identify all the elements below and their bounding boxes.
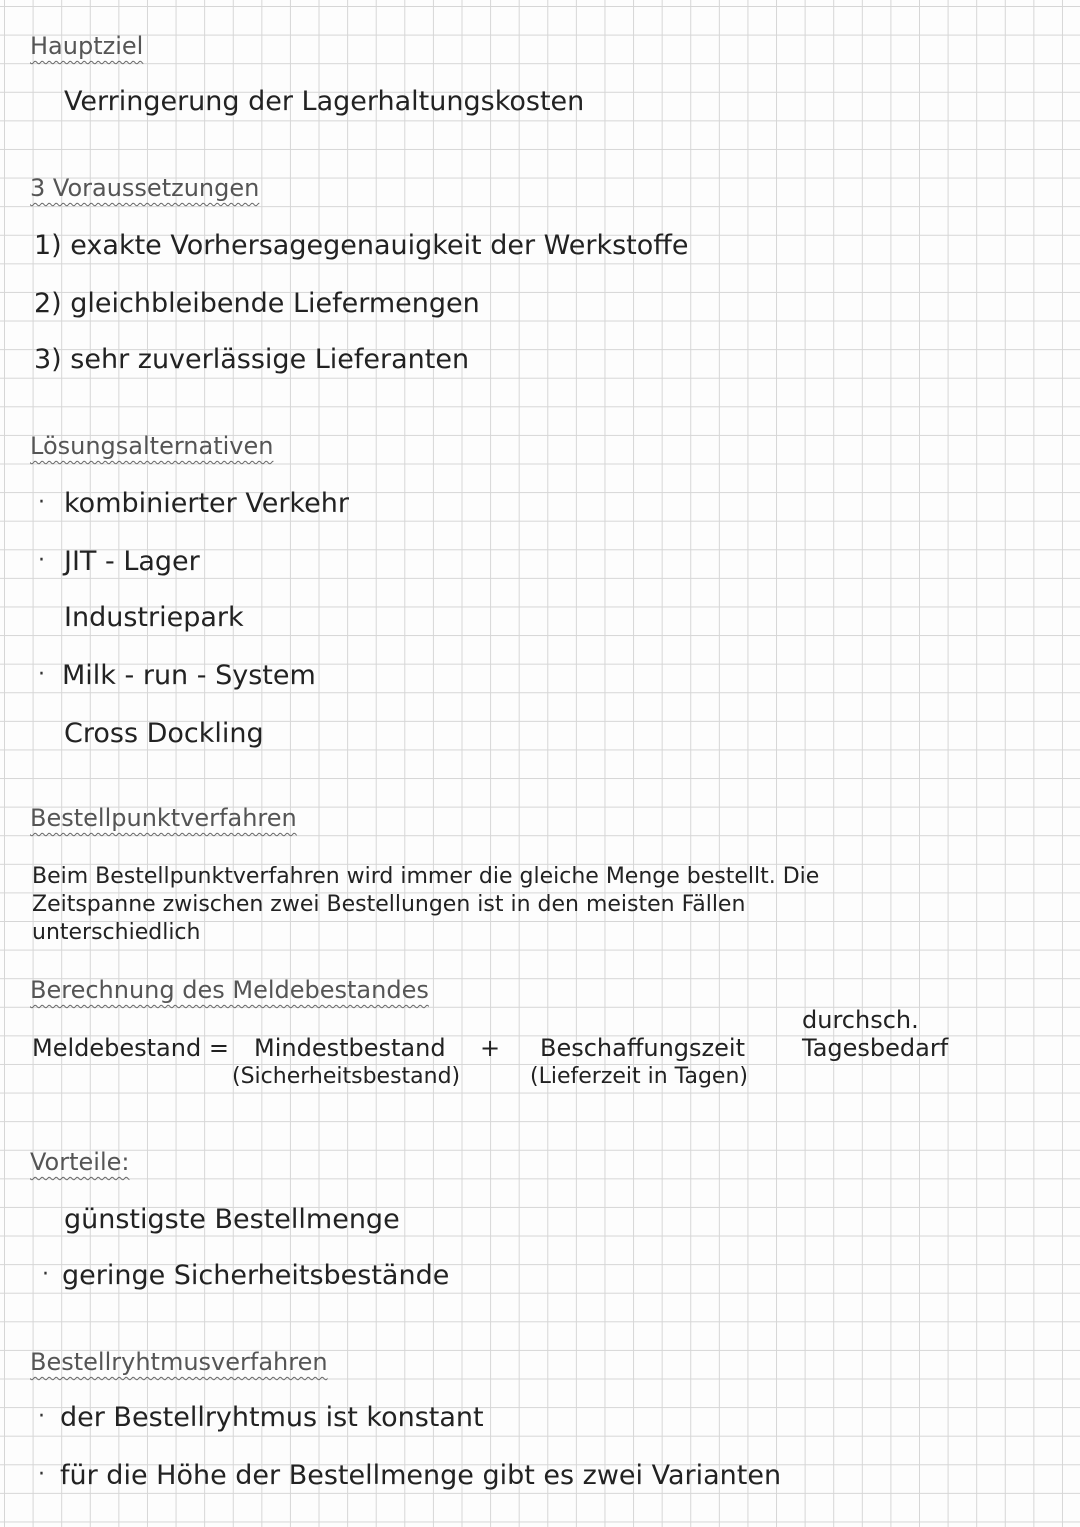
hauptziel-text: Verringerung der Lagerhaltungskosten <box>64 86 585 117</box>
rhythmus-item-1: der Bestellryhtmus ist konstant <box>60 1402 484 1433</box>
voraussetzung-item-3: 3) sehr zuverlässige Lieferanten <box>34 344 470 375</box>
bestellrhythmusverfahren-heading: Bestellryhtmusverfahren <box>30 1348 328 1376</box>
formula-term-tagesbedarf: Tagesbedarf <box>802 1034 949 1062</box>
bullet-icon: · <box>42 1262 49 1287</box>
bestellpunktverfahren-heading: Bestellpunktverfahren <box>30 804 297 832</box>
formula-term-beschaffungszeit: Beschaffungszeit <box>540 1034 745 1062</box>
loesung-item-5: Cross Dockling <box>64 718 264 749</box>
loesungsalternativen-heading: Lösungsalternativen <box>30 432 274 460</box>
formula-lhs: Meldebestand = <box>32 1034 229 1062</box>
loesung-item-3: Industriepark <box>64 602 244 633</box>
bullet-icon: · <box>38 1404 45 1429</box>
paragraph-line-3: unterschiedlich <box>32 920 201 945</box>
formula-term-mindestbestand: Mindestbestand <box>254 1034 446 1062</box>
bullet-icon: · <box>38 490 45 515</box>
paragraph-line-1: Beim Bestellpunktverfahren wird immer die gleiche Menge bestellt. Die <box>32 864 820 889</box>
paragraph-line-2: Zeitspanne zwischen zwei Bestellungen ist in den meisten Fällen <box>32 892 746 917</box>
voraussetzung-item-2: 2) gleichbleibende Liefermengen <box>34 288 480 319</box>
loesung-item-1: kombinierter Verkehr <box>64 488 349 519</box>
vorteile-heading: Vorteile: <box>30 1148 130 1176</box>
loesung-item-4: Milk - run - System <box>62 660 316 691</box>
formula-term-durchsch: durchsch. <box>802 1006 919 1034</box>
voraussetzungen-heading: 3 Voraussetzungen <box>30 174 260 202</box>
vorteil-item-2: geringe Sicherheitsbestände <box>62 1260 450 1291</box>
hauptziel-heading: Hauptziel <box>30 32 144 60</box>
formula-note-lieferzeit: (Lieferzeit in Tagen) <box>530 1064 748 1089</box>
vorteil-item-1: günstigste Bestellmenge <box>64 1204 400 1235</box>
meldebestand-heading: Berechnung des Meldebestandes <box>30 976 429 1004</box>
voraussetzung-item-1: 1) exakte Vorhersagegenauigkeit der Werkstoffe <box>34 230 689 261</box>
formula-plus: + <box>480 1034 501 1062</box>
formula-note-sicherheitsbestand: (Sicherheitsbestand) <box>232 1064 461 1089</box>
bullet-icon: · <box>38 548 45 573</box>
bullet-icon: · <box>38 662 45 687</box>
loesung-item-2: JIT - Lager <box>64 546 200 577</box>
rhythmus-item-2: für die Höhe der Bestellmenge gibt es zwei Varianten <box>60 1460 782 1491</box>
bullet-icon: · <box>38 1462 45 1487</box>
